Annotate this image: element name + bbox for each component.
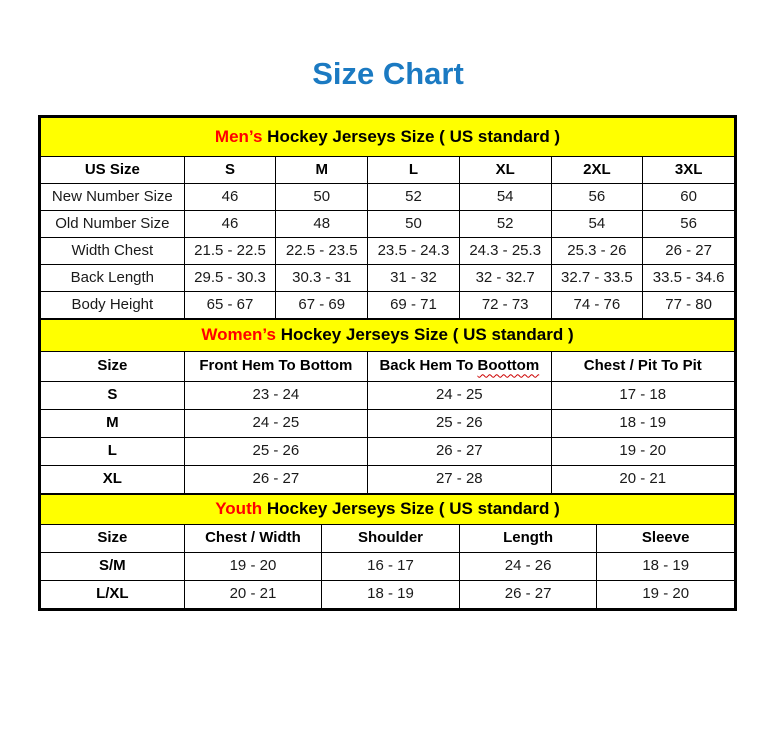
womens-caption-highlight: Women’s bbox=[201, 325, 276, 345]
table-row bbox=[41, 211, 735, 238]
size-value-cell: 17 - 18 bbox=[551, 382, 734, 410]
table-row bbox=[41, 553, 735, 581]
size-value-cell: 32 - 32.7 bbox=[459, 265, 551, 292]
size-value-cell: 25.3 - 26 bbox=[551, 238, 643, 265]
size-value-cell: 54 bbox=[459, 184, 551, 211]
size-value-cell: 18 - 19 bbox=[322, 581, 460, 609]
table-row bbox=[41, 438, 735, 466]
size-value-cell: 60 bbox=[643, 184, 735, 211]
size-value-cell: 19 - 20 bbox=[551, 438, 734, 466]
size-value-cell: 52 bbox=[368, 184, 460, 211]
size-value-cell: 21.5 - 22.5 bbox=[184, 238, 276, 265]
size-value-cell: 48 bbox=[276, 211, 368, 238]
column-header-size: Size bbox=[41, 352, 185, 382]
column-header-3xl: 3XL bbox=[643, 157, 735, 184]
size-value-cell: 25 - 26 bbox=[368, 410, 551, 438]
size-value-cell: 54 bbox=[551, 211, 643, 238]
size-value-cell: 46 bbox=[184, 184, 276, 211]
column-header-front-hem: Front Hem To Bottom bbox=[184, 352, 367, 382]
size-value-cell: 32.7 - 33.5 bbox=[551, 265, 643, 292]
size-value-cell: 67 - 69 bbox=[276, 292, 368, 319]
size-value-cell: 69 - 71 bbox=[368, 292, 460, 319]
size-value-cell: 19 - 20 bbox=[184, 553, 322, 581]
mens-size-table bbox=[40, 117, 735, 319]
size-value-cell: 27 - 28 bbox=[368, 466, 551, 494]
row-label-body-height: Body Height bbox=[41, 292, 185, 319]
size-value-cell: 19 - 20 bbox=[597, 581, 735, 609]
column-header-sleeve: Sleeve bbox=[597, 525, 735, 553]
size-value-cell: 24 - 25 bbox=[368, 382, 551, 410]
size-value-cell: 18 - 19 bbox=[551, 410, 734, 438]
size-value-cell: 30.3 - 31 bbox=[276, 265, 368, 292]
column-header-us-size: US Size bbox=[41, 157, 185, 184]
row-label-m: M bbox=[41, 410, 185, 438]
row-label-s: S bbox=[41, 382, 185, 410]
womens-caption bbox=[41, 320, 735, 352]
youth-caption-rest: Hockey Jerseys Size ( US standard ) bbox=[262, 499, 560, 519]
table-row bbox=[41, 292, 735, 319]
mens-header-row bbox=[41, 157, 735, 184]
size-value-cell: 56 bbox=[551, 184, 643, 211]
size-value-cell: 20 - 21 bbox=[551, 466, 734, 494]
size-value-cell: 18 - 19 bbox=[597, 553, 735, 581]
size-value-cell: 22.5 - 23.5 bbox=[276, 238, 368, 265]
column-header-chest-width: Chest / Width bbox=[184, 525, 322, 553]
table-row bbox=[41, 382, 735, 410]
size-value-cell: 25 - 26 bbox=[184, 438, 367, 466]
size-value-cell: 24 - 25 bbox=[184, 410, 367, 438]
size-value-cell: 29.5 - 30.3 bbox=[184, 265, 276, 292]
size-value-cell: 24.3 - 25.3 bbox=[459, 238, 551, 265]
mens-caption-rest: Hockey Jerseys Size ( US standard ) bbox=[262, 126, 561, 146]
table-row bbox=[41, 581, 735, 609]
size-value-cell: 20 - 21 bbox=[184, 581, 322, 609]
column-header-xl: XL bbox=[459, 157, 551, 184]
column-header-length: Length bbox=[459, 525, 597, 553]
column-header-size: Size bbox=[41, 525, 185, 553]
size-value-cell: 50 bbox=[276, 184, 368, 211]
size-value-cell: 33.5 - 34.6 bbox=[643, 265, 735, 292]
size-value-cell: 26 - 27 bbox=[184, 466, 367, 494]
size-value-cell: 26 - 27 bbox=[459, 581, 597, 609]
size-value-cell: 23 - 24 bbox=[184, 382, 367, 410]
size-value-cell: 23.5 - 24.3 bbox=[368, 238, 460, 265]
youth-caption-highlight: Youth bbox=[215, 499, 263, 519]
table-row bbox=[41, 466, 735, 494]
mens-caption-highlight: Men’s bbox=[214, 126, 263, 146]
table-row bbox=[41, 410, 735, 438]
size-value-cell: 52 bbox=[459, 211, 551, 238]
size-value-cell: 74 - 76 bbox=[551, 292, 643, 319]
column-header-chest-pit: Chest / Pit To Pit bbox=[551, 352, 734, 382]
table-row bbox=[41, 184, 735, 211]
size-value-cell: 24 - 26 bbox=[459, 553, 597, 581]
page-title: Size Chart bbox=[312, 56, 464, 91]
column-header-back-hem bbox=[368, 352, 551, 382]
size-value-cell: 31 - 32 bbox=[368, 265, 460, 292]
column-header-shoulder: Shoulder bbox=[322, 525, 460, 553]
size-value-cell: 50 bbox=[368, 211, 460, 238]
womens-caption-rest: Hockey Jerseys Size ( US standard ) bbox=[275, 325, 574, 345]
youth-header-row bbox=[41, 525, 735, 553]
column-header-2xl: 2XL bbox=[551, 157, 643, 184]
row-label-l: L bbox=[41, 438, 185, 466]
row-label-new-number-size: New Number Size bbox=[41, 184, 185, 211]
size-value-cell: 46 bbox=[184, 211, 276, 238]
size-value-cell: 65 - 67 bbox=[184, 292, 276, 319]
column-header-l: L bbox=[368, 157, 460, 184]
mens-caption bbox=[41, 118, 735, 157]
back-hem-label-prefix: Back Hem To bbox=[379, 357, 478, 375]
column-header-s: S bbox=[184, 157, 276, 184]
youth-caption bbox=[41, 495, 735, 525]
womens-header-row bbox=[41, 352, 735, 382]
row-label-width-chest: Width Chest bbox=[41, 238, 185, 265]
misspelled-word: Boottom bbox=[477, 357, 540, 375]
size-value-cell: 77 - 80 bbox=[643, 292, 735, 319]
size-value-cell: 72 - 73 bbox=[459, 292, 551, 319]
column-header-m: M bbox=[276, 157, 368, 184]
size-chart-box bbox=[38, 115, 737, 611]
size-value-cell: 16 - 17 bbox=[322, 553, 460, 581]
size-value-cell: 56 bbox=[643, 211, 735, 238]
table-row bbox=[41, 265, 735, 292]
row-label-xl: XL bbox=[41, 466, 185, 494]
youth-size-table bbox=[40, 494, 735, 609]
size-value-cell: 26 - 27 bbox=[368, 438, 551, 466]
row-label-back-length: Back Length bbox=[41, 265, 185, 292]
row-label-lxl: L/XL bbox=[41, 581, 185, 609]
womens-size-table bbox=[40, 319, 735, 494]
row-label-sm: S/M bbox=[41, 553, 185, 581]
row-label-old-number-size: Old Number Size bbox=[41, 211, 185, 238]
size-value-cell: 26 - 27 bbox=[643, 238, 735, 265]
table-row bbox=[41, 238, 735, 265]
